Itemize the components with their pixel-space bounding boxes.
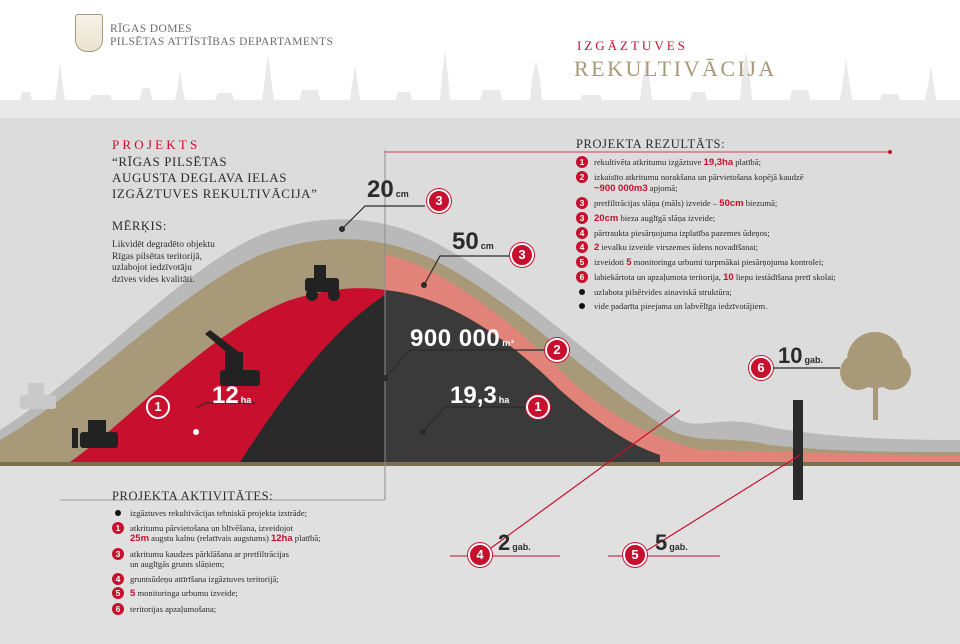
- activities-heading: PROJEKTA AKTIVITĀTES:: [112, 489, 274, 503]
- callout-value: 2: [498, 530, 511, 555]
- callout-2gab: [498, 530, 531, 556]
- result-item: [576, 172, 936, 194]
- activity-marker: [115, 510, 121, 516]
- result-text: 20cm: [594, 212, 619, 224]
- callout-unit: cm: [480, 241, 494, 251]
- result-item: [576, 301, 936, 312]
- activity-text: platībā;: [292, 533, 321, 543]
- project-name: [112, 154, 318, 202]
- result-marker: 2: [576, 171, 588, 183]
- result-item: [576, 287, 936, 298]
- activity-item: [112, 549, 402, 570]
- result-item: [576, 198, 936, 210]
- result-text: 5: [626, 257, 632, 269]
- callout-unit: ha: [240, 395, 252, 405]
- activity-marker: 6: [112, 603, 124, 615]
- goal-text: [112, 240, 215, 286]
- activity-item: [112, 604, 402, 615]
- callout-unit: gab.: [512, 542, 531, 552]
- callout-value: 5: [655, 530, 668, 555]
- activity-text: monitoringa urbumu izveide;: [135, 588, 238, 598]
- result-text: pārtraukta piesārņojuma izplatība pazemes ūdeņos;: [594, 227, 770, 238]
- callout-unit: gab.: [804, 355, 823, 365]
- result-text: 10: [723, 272, 734, 284]
- result-marker: 4: [576, 241, 588, 253]
- activities-list: [112, 508, 402, 618]
- callout-value: 19,3: [450, 382, 497, 409]
- result-text: ~900 000m3: [594, 182, 648, 194]
- goal-line: uzlabojot iedzīvotāju: [112, 263, 192, 273]
- activity-text: 5: [130, 588, 136, 599]
- result-text: pretfiltrācijas slāņa (māls) izveide –: [594, 197, 720, 208]
- result-marker: [579, 289, 585, 295]
- activity-marker: 4: [112, 573, 124, 585]
- result-item: [576, 228, 936, 239]
- result-text: ievalku izveide virszemes ūdens novadīšanai;: [599, 241, 758, 252]
- result-text: uzlabota pilsētvides ainaviskā struktūra;: [594, 287, 732, 298]
- callout-badge: 3: [427, 189, 451, 213]
- result-text: platībā;: [733, 157, 762, 167]
- callout-value: 900 000: [410, 325, 501, 352]
- goal-line: dzīves vides kvalitāti.: [112, 274, 195, 285]
- callout-10gab: [778, 343, 823, 369]
- callout-badge: 6: [749, 356, 773, 380]
- callout-unit: ha: [498, 395, 510, 405]
- callout-value: 50: [452, 228, 479, 255]
- activity-item: [112, 574, 402, 585]
- result-text: vide padarīta pieejama un labvēlīga iedzīvotājiem.: [594, 301, 768, 312]
- callout-unit: gab.: [669, 542, 688, 552]
- project-label: PROJEKTS: [112, 137, 201, 152]
- project-name-line: IZGĀZTUVES REKULTIVĀCIJA”: [112, 186, 318, 201]
- callout-value: 10: [778, 343, 803, 368]
- result-marker: 4: [576, 227, 588, 239]
- activity-text: 25m: [130, 533, 150, 544]
- result-text: labiekārtota un apzaļumota teritorija,: [594, 272, 724, 283]
- activity-text: teritorijas apzaļumošana;: [130, 603, 217, 614]
- result-marker: 3: [576, 212, 588, 224]
- callout-badge: 3: [510, 243, 534, 267]
- result-text: apjomā;: [647, 182, 678, 193]
- activity-text: augstu kalnu (relatīvais augstums): [149, 533, 271, 543]
- result-marker: 1: [576, 156, 588, 168]
- callout-20cm: [367, 176, 409, 204]
- result-text: 2: [594, 241, 600, 253]
- activity-marker: 5: [112, 587, 124, 599]
- callout-5gab: [655, 530, 688, 556]
- result-item: [576, 213, 936, 225]
- monitoring-well-pipe: [793, 400, 803, 500]
- org-name: RĪGAS DOMES: [110, 23, 193, 35]
- callout-badge: 4: [468, 543, 492, 567]
- result-text: izkaisīto atkritumu norakšana un pārvietošana kopējā kaudzē: [594, 172, 804, 183]
- riga-coat-of-arms-logo: [75, 14, 103, 52]
- callout-unit: cm: [395, 189, 409, 199]
- goal-line: Likvidēt degradēto objektu: [112, 240, 215, 250]
- result-text: 19,3ha: [703, 157, 734, 168]
- result-text: izveidoti: [594, 257, 627, 268]
- activity-text: gruntsūdeņu attīrīšana izgāztuves teritorijā;: [130, 573, 279, 584]
- result-text: monitoringa urbumi turpmākai piesārņojuma kontrolei;: [631, 257, 824, 268]
- callout-badge: 1: [526, 395, 550, 419]
- result-marker: 5: [576, 256, 588, 268]
- results-list: [576, 157, 936, 315]
- result-text: liepu iestādīšana pretī skolai;: [733, 272, 836, 283]
- callout-19-3ha: [450, 382, 509, 410]
- title-small: IZGĀZTUVES: [577, 38, 688, 53]
- activity-text: atkritumu kaudzes pārklāšana ar pretfiltrācijas: [130, 548, 289, 559]
- result-text: bieza auglīgā slāņa izveide;: [618, 212, 716, 223]
- callout-value: 20: [367, 176, 394, 203]
- goal-heading: MĒRĶIS:: [112, 219, 167, 233]
- activity-marker: 3: [112, 548, 124, 560]
- result-marker: 6: [576, 271, 588, 283]
- result-item: [576, 157, 936, 169]
- activity-marker: 1: [112, 522, 124, 534]
- callout-value: 12: [212, 382, 239, 409]
- activity-item: [112, 523, 402, 545]
- result-text: rekultivēta atkritumu izgāztuve: [594, 157, 704, 167]
- project-name-line: AUGUSTA DEGLAVA IELAS: [112, 170, 288, 185]
- activity-text: un auglīgās grunts slāņiem;: [130, 559, 225, 569]
- goal-line: Rīgas pilsētas teritorijā,: [112, 251, 202, 262]
- activity-text: atkritumu pārvietošana un blīvēšana, izveidojot: [130, 522, 293, 533]
- callout-unit: m³: [502, 338, 515, 348]
- callout-badge: 5: [623, 543, 647, 567]
- org-department: PILSĒTAS ATTĪSTĪBAS DEPARTAMENTS: [110, 36, 334, 48]
- result-item: [576, 257, 936, 269]
- title-large: REKULTIVĀCIJA: [574, 56, 777, 81]
- callout-900000m3: [410, 325, 514, 353]
- callout-12ha: [212, 382, 251, 410]
- result-marker: [579, 303, 585, 309]
- results-heading: PROJEKTA REZULTĀTS:: [576, 137, 726, 151]
- callout-badge: 1: [146, 395, 170, 419]
- result-item: [576, 242, 936, 254]
- callout-badge: 2: [545, 338, 569, 362]
- activity-item: [112, 508, 402, 519]
- result-text: biezumā;: [743, 197, 778, 208]
- activity-item: [112, 588, 402, 600]
- project-name-line: “RĪGAS PILSĒTAS: [112, 154, 228, 169]
- result-marker: 3: [576, 197, 588, 209]
- result-item: [576, 272, 936, 284]
- activity-text: izgāztuves rekultivācijas tehniskā projekta izstrāde;: [130, 508, 308, 518]
- result-text: 50cm: [719, 197, 744, 209]
- activity-text: 12ha: [270, 533, 293, 544]
- callout-50cm: [452, 228, 494, 256]
- riga-skyline-silhouette: [0, 50, 960, 120]
